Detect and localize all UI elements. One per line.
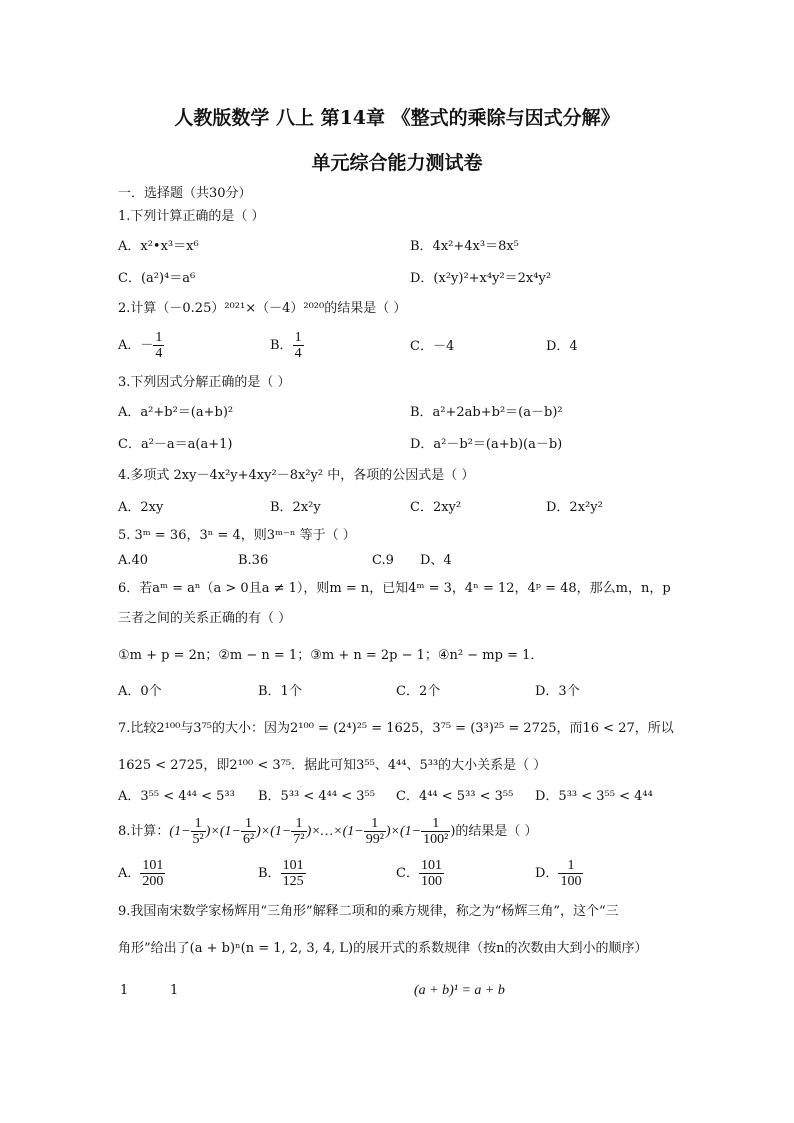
q8-a-fraction [140,858,165,889]
q1-stem: 1.下列计算正确的是（ ） [118,209,265,224]
q8-d-num: 1 [558,858,583,874]
q8-f2-pre: )×(1− [205,824,241,839]
q3-option-b: B．a²+2ab+b²＝(a－b)² [410,405,563,420]
q8-f4-num: 1 [364,816,386,832]
q6-option-c: C．2个 [396,684,441,699]
q8-f5-den: 100² [423,832,449,847]
q8-f3 [291,816,306,847]
q8-prefix: 8.计算： [118,824,170,839]
q8-f5-num: 1 [421,816,450,832]
q8-f5 [421,816,450,847]
q8-f5-pre: )×(1− [385,824,422,839]
q3-option-a: A．a²+b²＝(a+b)² [118,405,234,420]
q7-line-1: 7.比较2¹⁰⁰与3⁷⁵的大小：因为2¹⁰⁰ = (2⁴)²⁵ = 1625，3⁷⁵ = (3³)²⁵ = 2725，而16 < 27，所以 [118,721,674,736]
q2-a-fraction [153,330,164,361]
q2-stem: 2.计算（－0.25）²⁰²¹×（－4）²⁰²⁰的结果是（ ） [118,301,407,316]
q6-option-a: A．0个 [118,684,162,699]
title-line-2: 单元综合能力测试卷 [311,152,483,174]
q4-stem: 4.多项式 2xy－4x²y+4xy²－8x²y² 中，各项的公因式是（ ） [118,468,475,483]
q1-option-b: B．4x²+4x³＝8x⁵ [410,239,519,254]
q8-f2 [241,816,256,847]
q4-option-d: D．2x²y² [546,500,603,515]
yanghui-row1-coef1: 1 [120,983,129,998]
q5-stem: 5. 3ᵐ = 36，3ⁿ = 4，则3ᵐ⁻ⁿ 等于（ ） [118,528,356,543]
q8-f4 [364,816,386,847]
q6-line-3: ①m + p = 2n；②m − n = 1；③m + n = 2p − 1；④n² − mp = 1． [118,648,544,663]
q8-c-num: 101 [420,858,442,873]
q8-f3-pre: )×(1− [256,824,292,839]
q2-b-num: 1 [294,330,302,345]
q8-f2-num: 1 [241,816,256,832]
q3-option-d: D．a²－b²＝(a+b)(a－b) [410,437,563,452]
q8-c-prefix: C． [396,866,419,881]
q1-option-c: C．(a²)⁴＝a⁶ [118,271,196,286]
title-line-1: 人教版数学 八上 第14章 《整式的乘除与因式分解》 [174,107,620,129]
q8-a-prefix: A． [118,866,141,881]
q8-b-den: 125 [282,874,304,889]
q4-option-c: C．2xy² [410,500,462,515]
q8-option-d [535,857,583,891]
q8-f1-den: 5² [192,832,204,847]
section-heading: 一．选择题（共30分） [118,186,252,201]
q8-d-prefix: D． [535,866,559,881]
q9-line-1: 9.我国南宋数学家杨辉用“三角形”解释二项和的乘方规律，称之为“杨辉三角”，这个“三 [118,904,619,919]
q2-b-fraction [293,330,304,361]
q1-option-a: A．x²•x³＝x⁶ [118,239,199,254]
q8-f4-den: 99² [365,832,384,847]
yanghui-row1-expansion: (a + b)¹ = a + b [414,983,505,998]
q8-f1-num: 1 [191,816,206,832]
q8-b-num: 101 [282,858,304,873]
q4-option-b: B．2x²y [270,500,321,515]
q9-line-2: 角形”给出了(a + b)ⁿ(n = 1, 2, 3, 4, L)的展开式的系数规律（按n的次数由大到小的顺序） [118,941,648,956]
yanghui-row1-coef2: 1 [170,983,179,998]
q8-f2-den: 6² [242,832,255,847]
q8-option-a [118,857,165,891]
q2-option-a [118,330,164,361]
q8-suffix: )的结果是（ ） [450,824,538,839]
q2-option-c: C．－4 [410,339,455,354]
q2-option-d: D．4 [546,339,578,354]
q8-d-den: 100 [560,874,582,889]
q5-option-c: C.9 [372,553,394,568]
q6-line-2: 三者之间的关系正确的有（ ） [118,611,292,626]
q2-option-b [270,330,304,361]
q4-option-a: A．2xy [118,500,164,515]
q2-a-prefix: A．－ [118,338,154,353]
q6-option-b: B．1个 [258,684,302,699]
q8-f1 [191,816,206,847]
q8-b-fraction [281,858,306,889]
q8-f4-pre: )×…×(1− [306,824,364,839]
q8-c-fraction [419,858,444,889]
q6-line-1: 6．若aᵐ = aⁿ（a > 0且a ≠ 1），则m = n，已知4ᵐ = 3，4ⁿ = 12，4ᵖ = 48，那么m，n，p [118,581,671,596]
q7-option-d: D．5³³ < 3⁵⁵ < 4⁴⁴ [535,789,653,804]
q8-f3-den: 7² [293,832,305,847]
q1-option-d: D．(x²y)²+x⁴y²＝2x⁴y² [410,271,552,286]
q2-a-num: 1 [155,330,163,345]
q8-stem [118,815,538,849]
q8-d-fraction [558,858,583,889]
q3-stem: 3.下列因式分解正确的是（ ） [118,375,291,390]
q8-c-den: 100 [420,874,442,889]
q8-option-c [396,857,444,891]
q5-option-b: B.36 [238,553,269,568]
q7-option-b: B．5³³ < 4⁴⁴ < 3⁵⁵ [258,789,375,804]
q8-option-b [258,857,306,891]
q2-a-den: 4 [155,346,163,361]
q8-b-prefix: B． [258,866,281,881]
q6-option-d: D．3个 [535,684,580,699]
q2-b-prefix: B． [270,338,293,353]
q5-option-a: A.40 [118,553,149,568]
q8-f3-num: 1 [291,816,306,832]
q7-option-a: A．3⁵⁵ < 4⁴⁴ < 5³³ [118,789,235,804]
q8-a-den: 200 [142,874,164,889]
q5-option-d: D、4 [420,553,452,568]
q8-f1-pre: (1− [169,824,191,839]
q8-a-num: 101 [142,858,164,873]
q7-line-2: 1625 < 2725，即2¹⁰⁰ < 3⁷⁵．据此可知3⁵⁵、4⁴⁴、5³³的大小关系是（ ） [118,758,547,773]
q7-option-c: C．4⁴⁴ < 5³³ < 3⁵⁵ [396,789,514,804]
q3-option-c: C．a²－a＝a(a+1) [118,437,233,452]
q2-b-den: 4 [294,346,302,361]
